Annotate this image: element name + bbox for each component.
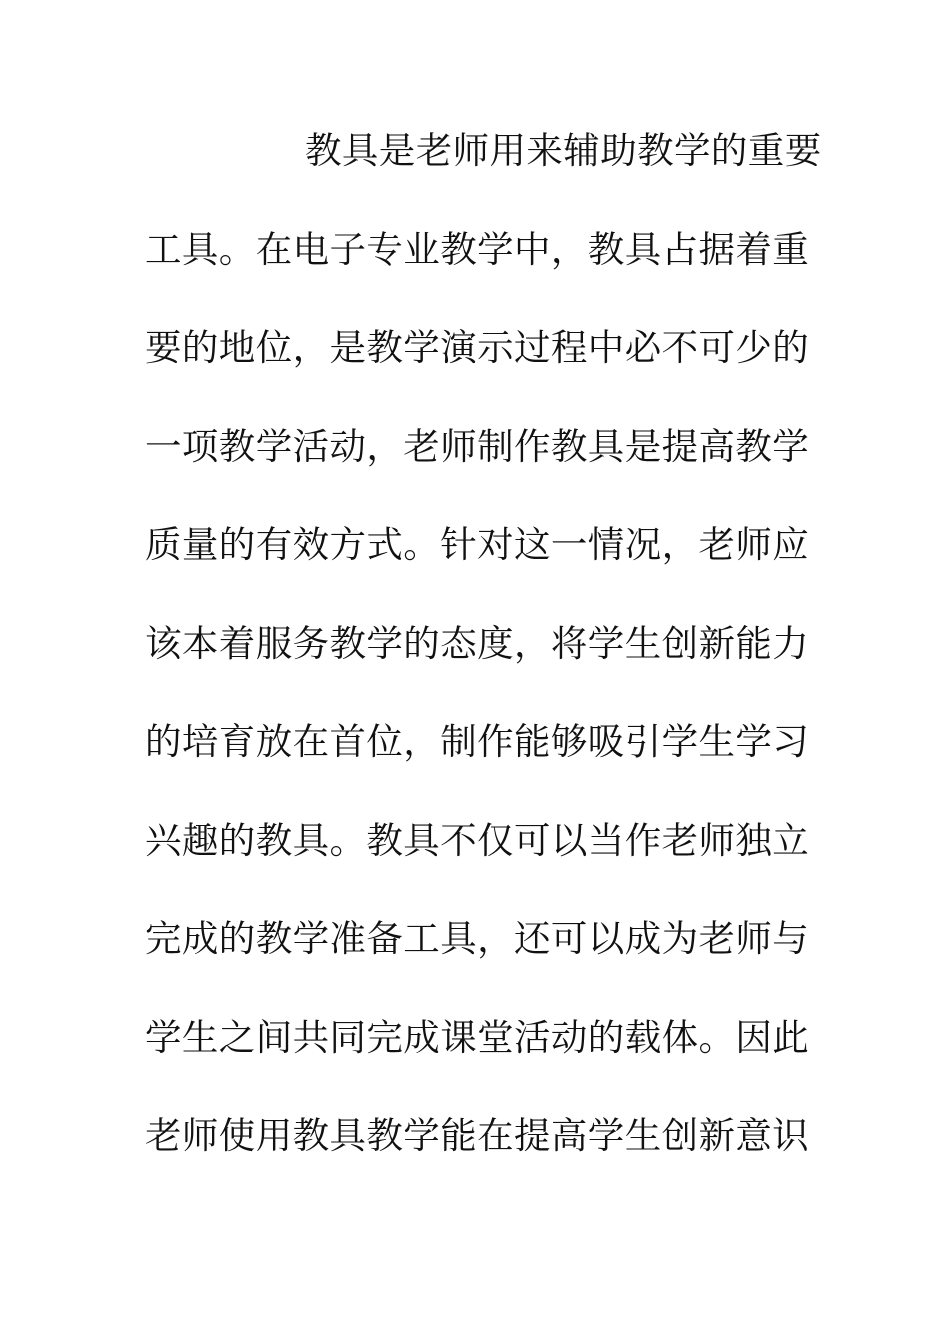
paragraph-line: 老师使用教具教学能在提高学生创新意识 [145, 1114, 810, 1157]
paragraph-line: 完成的教学准备工具，还可以成为老师与 [145, 917, 810, 960]
paragraph-line: 的培育放在首位，制作能够吸引学生学习 [145, 720, 810, 763]
paragraph-line: 工具。在电子专业教学中，教具占据着重 [145, 227, 810, 271]
paragraph-line: 学生之间共同完成课堂活动的载体。因此 [145, 1015, 810, 1059]
paragraph-line: 要的地位，是教学演示过程中必不可少的 [145, 326, 810, 369]
paragraph-line: 质量的有效方式。针对这一情况，老师应 [145, 523, 810, 566]
paragraph [145, 126, 822, 1210]
paragraph-line: 一项教学活动，老师制作教具是提高教学 [145, 424, 810, 468]
paragraph-line: 该本着服务教学的态度，将学生创新能力 [145, 621, 810, 665]
paragraph-line: 教具是老师用来辅助教学的重要 [305, 129, 822, 172]
paragraph-line: 兴趣的教具。教具不仅可以当作老师独立 [145, 818, 810, 862]
